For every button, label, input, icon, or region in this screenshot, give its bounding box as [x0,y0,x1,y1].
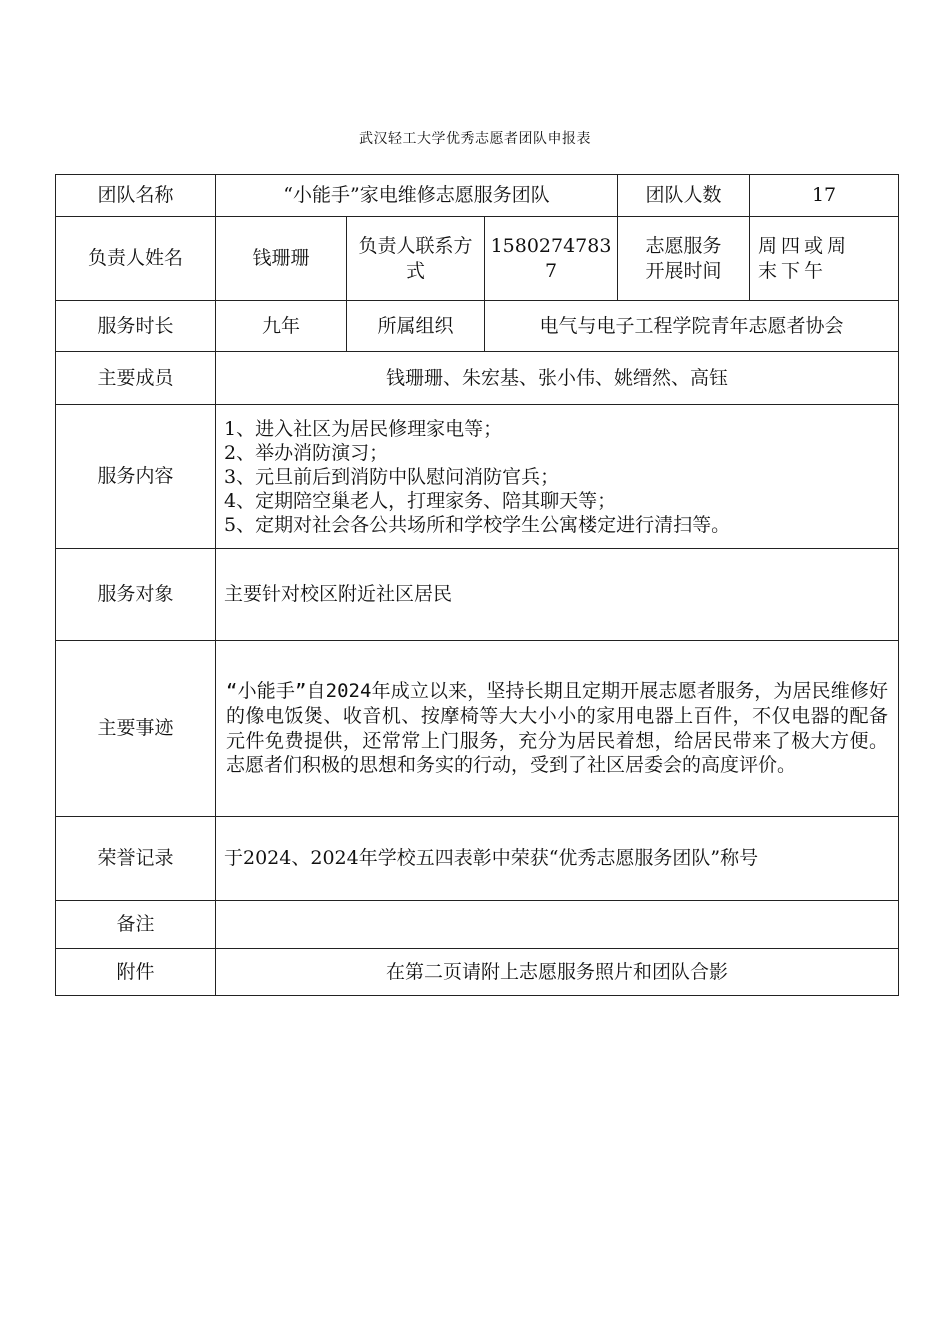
honors-value[interactable]: 于2024、2024年学校五四表彰中荣获“优秀志愿服务团队”称号 [216,817,899,901]
team-name-label: 团队名称 [56,175,216,217]
row-service-target [56,549,899,641]
row-remarks [56,901,899,949]
remarks-label: 备注 [56,901,216,949]
row-attachment [56,949,899,996]
service-content-label: 服务内容 [56,405,216,549]
row-service-content [56,405,899,549]
leader-contact-value-line1: 1580274783 [490,234,612,257]
service-time-label [618,217,750,301]
service-content-item: 1、进入社区为居民修理家电等； [224,417,503,440]
row-team-name [56,175,899,217]
honors-label: 荣誉记录 [56,817,216,901]
main-deeds-value[interactable]: “小能手”自2024年成立以来，坚持长期且定期开展志愿者服务，为居民维修好的像电饭煲、收音机、按摩椅等大大小小的家用电器上百件，不仅电器的配备元件免费提供，还常常上门服务，充分为居民着想，给居民带来了极大方便。志愿者们积极的思想和务实的行动，受到了社区居委会的高度评价。 [216,641,899,817]
service-content-value[interactable] [216,405,899,549]
row-members [56,352,899,405]
service-duration-value[interactable]: 九年 [216,301,347,352]
team-size-value[interactable]: 17 [750,175,899,217]
application-form-table [55,174,899,996]
service-content-item: 3、元旦前后到消防中队慰问消防官兵； [224,465,560,488]
attachment-value[interactable]: 在第二页请附上志愿服务照片和团队合影 [216,949,899,996]
leader-name-label: 负责人姓名 [56,217,216,301]
team-size-label: 团队人数 [618,175,750,217]
leader-contact-label [347,217,485,301]
row-honors [56,817,899,901]
members-label: 主要成员 [56,352,216,405]
service-content-item: 4、定期陪空巢老人，打理家务、陪其聊天等； [224,489,617,512]
team-name-value[interactable]: “小能手”家电维修志愿服务团队 [216,175,618,217]
leader-name-value[interactable]: 钱珊珊 [216,217,347,301]
leader-contact-value-line2: 7 [544,259,558,282]
organization-label: 所属组织 [347,301,485,352]
service-target-value[interactable]: 主要针对校区附近社区居民 [216,549,899,641]
service-content-item: 2、举办消防演习； [224,441,389,464]
service-time-value-text: 周四或周末下午 [758,234,851,282]
leader-contact-label-text: 负责人联系方式 [358,234,473,282]
main-deeds-label: 主要事迹 [56,641,216,817]
row-duration [56,301,899,352]
members-value[interactable]: 钱珊珊、朱宏基、张小伟、姚缙然、高钰 [216,352,899,405]
document-title: 武汉轻工大学优秀志愿者团队申报表 [359,131,591,147]
service-time-label-text: 志愿服务开展时间 [645,234,722,282]
row-leader [56,217,899,301]
service-time-value[interactable] [750,217,899,301]
row-main-deeds [56,641,899,817]
service-content-item: 5、定期对社会各公共场所和学校学生公寓楼定进行清扫等。 [224,513,731,536]
service-target-label: 服务对象 [56,549,216,641]
organization-value[interactable]: 电气与电子工程学院青年志愿者协会 [485,301,899,352]
attachment-label: 附件 [56,949,216,996]
leader-contact-value[interactable] [485,217,618,301]
remarks-value[interactable] [216,901,899,949]
service-duration-label: 服务时长 [56,301,216,352]
